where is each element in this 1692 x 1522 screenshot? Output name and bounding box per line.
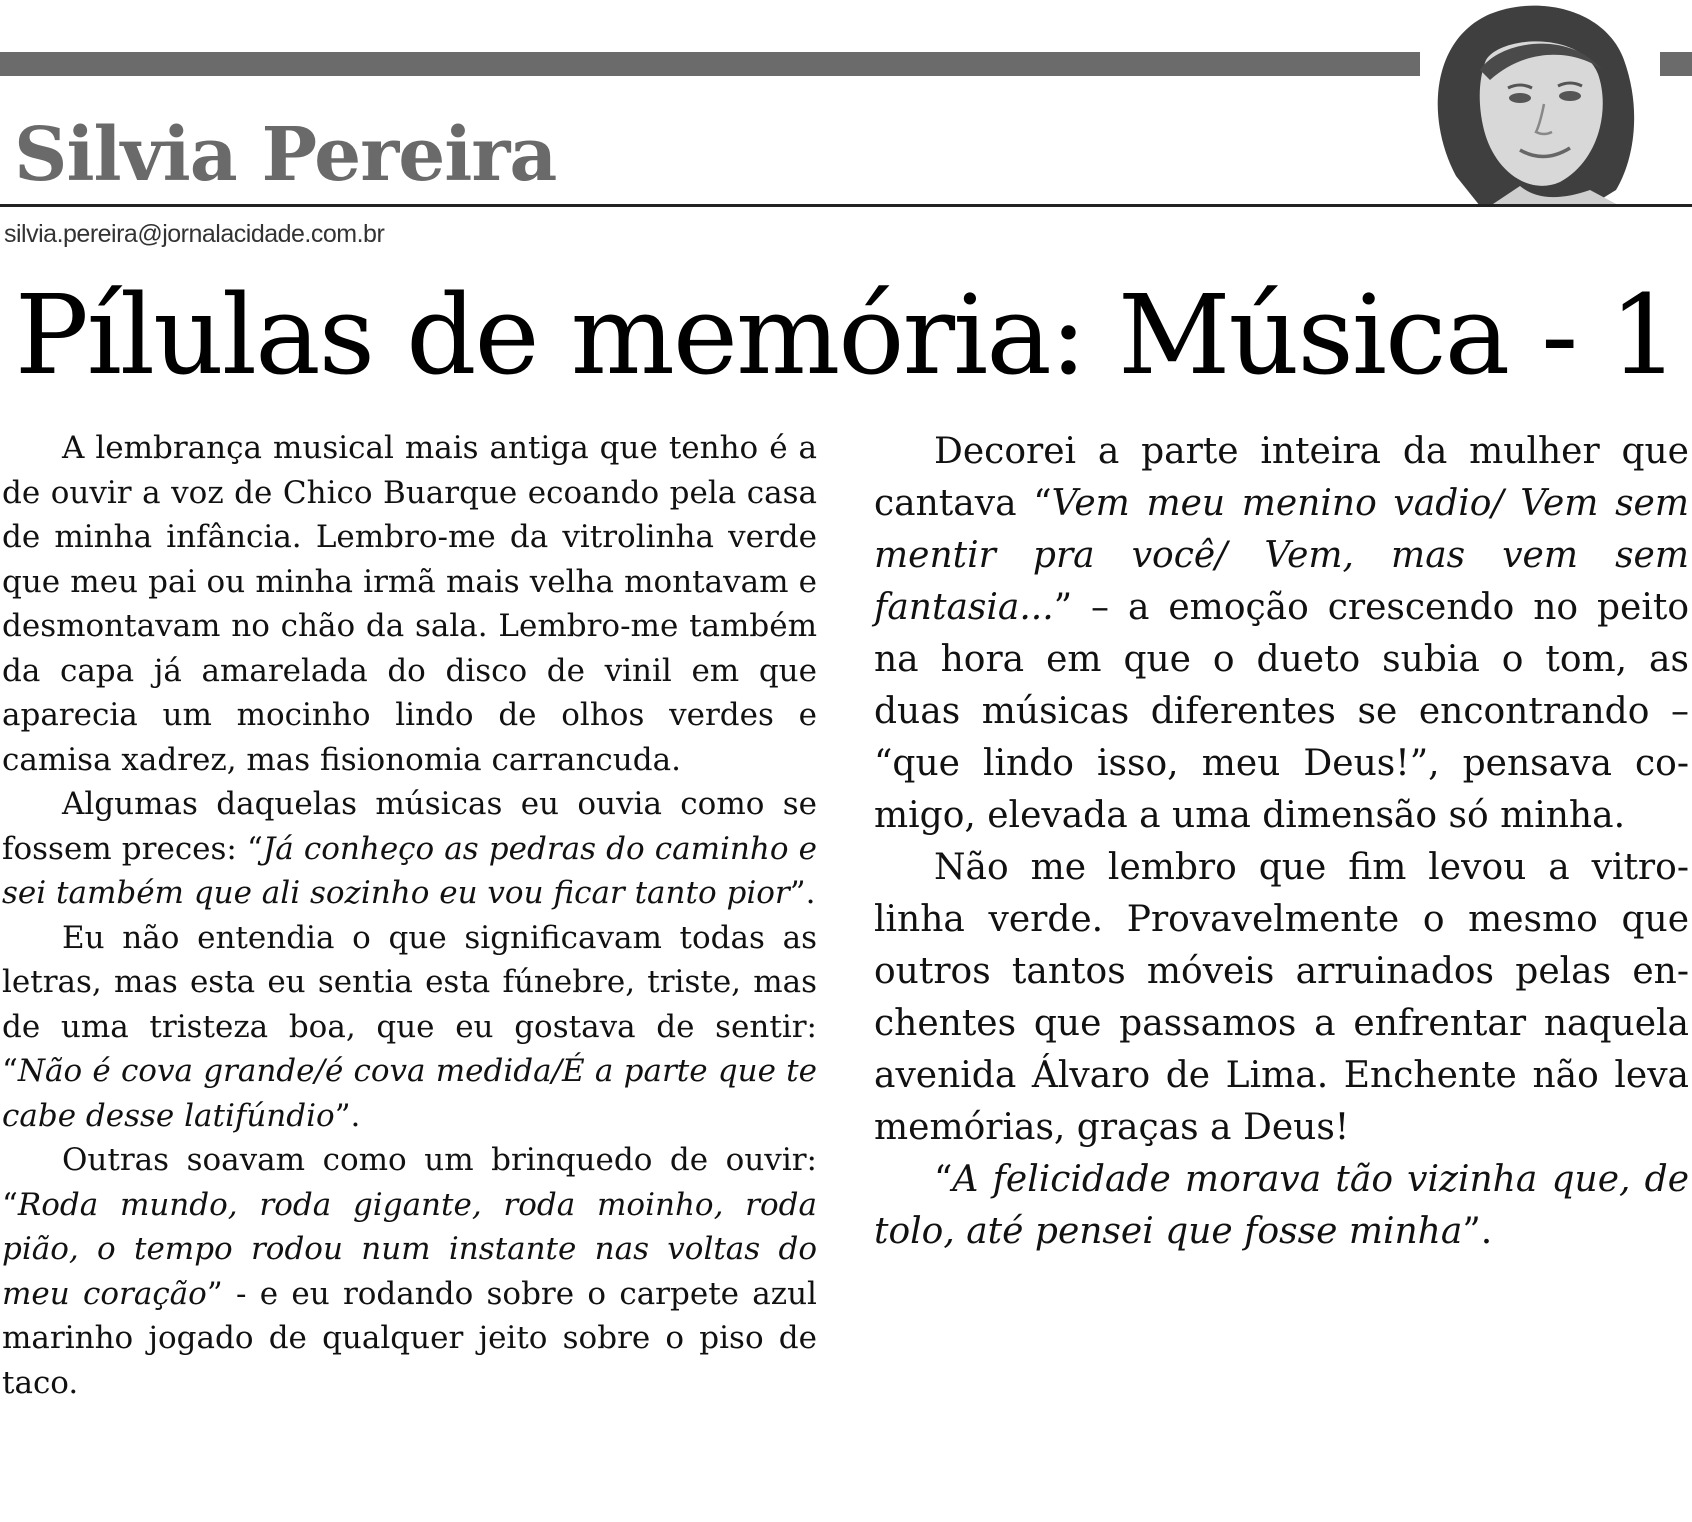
byline-rule [0,204,1692,207]
author-name: Silvia Pereira [14,112,557,198]
lyric-quote: Não é cova grande/é cova medida/É a parte que te cabe desse latifúndio [2,1053,817,1134]
paragraph-4-close: ” - e eu rodando sobre o carpete azul marinho jogado de qualquer jeito sobre o piso de taco. [2,1275,817,1401]
paragraph-2-text: Algumas daquelas músicas eu ouvia como se fossem preces: “ [2,786,817,867]
article-paragraph-5 [874,426,1689,842]
lyric-quote: Vem meu menino vadio/ Vem sem mentir pra você/ Vem, mas vem sem fantasia... [874,483,1689,628]
article-paragraph-6: Não me lembro que fim levou a vitrolinha verde. Provavelmente o mesmo que outros tantos móveis arruinados pelas enchentes que passamos a enfrentar naquela avenida Álvaro de Lima. Enchente não leva memórias, graças a Deus! [874,847,1689,1148]
paragraph-3-text: Eu não entendia o que significavam todas as letras, mas esta eu sentia esta fúnebre, triste, mas de uma tristeza boa, que eu gostava de sentir: “ [2,919,817,1089]
paragraph-7-open: “ [934,1159,953,1200]
paragraph-4-text: Outras soavam como um brinquedo de ouvir: “ [2,1142,817,1223]
lyric-quote: Roda mundo, roda gigante, roda moinho, roda pião, o tempo rodou num instante nas voltas do meu coração [2,1186,817,1312]
article-headline: Pílulas de memória: Música - 1 [14,271,1678,399]
paragraph-5-close: ” – a emoção crescendo no peito na hora em que o dueto subia o tom, as duas músicas diferentes se encontrando – “que lindo isso, meu Deus!”, pensava comigo, elevada a uma dimensão só minha. [874,587,1689,836]
paragraph-2-close: ”. [789,875,816,911]
article-column-left [2,426,817,1405]
paragraph-5-text: Decorei a parte inteira da mulher que cantava “ [874,431,1689,524]
article-paragraph-1: A lembrança musical mais antiga que tenho é a de ouvir a voz de Chico Buarque ecoando pela casa de minha infância. Lembro-me da vitrolinha verde que meu pai ou minha irmã mais velha montavam e desmontavam no chão da sala. Lembro-me também da capa já amarelada do disco de vinil em que aparecia um mocinho lindo de olhos verdes e camisa xadrez, mas fisionomia carrancuda. [2,430,817,778]
article-paragraph-2 [2,782,817,916]
paragraph-3-close: ”. [334,1097,361,1134]
article-paragraph-3 [2,916,817,1139]
lyric-quote: Já conheço as pedras do caminho e sei também que ali sozinho eu vou ficar tanto pior [2,830,817,911]
paragraph-7-close: ”. [1462,1211,1493,1252]
article-paragraph-4 [2,1138,817,1405]
author-portrait [1420,0,1660,206]
article-paragraph-7 [874,1154,1689,1258]
lyric-quote: A felicidade morava tão vizinha que, de tolo, até pensei que fosse minha [874,1159,1689,1252]
article-column-right [874,426,1689,1258]
author-email[interactable]: silvia.pereira@jornalacidade.com.br [4,220,385,248]
